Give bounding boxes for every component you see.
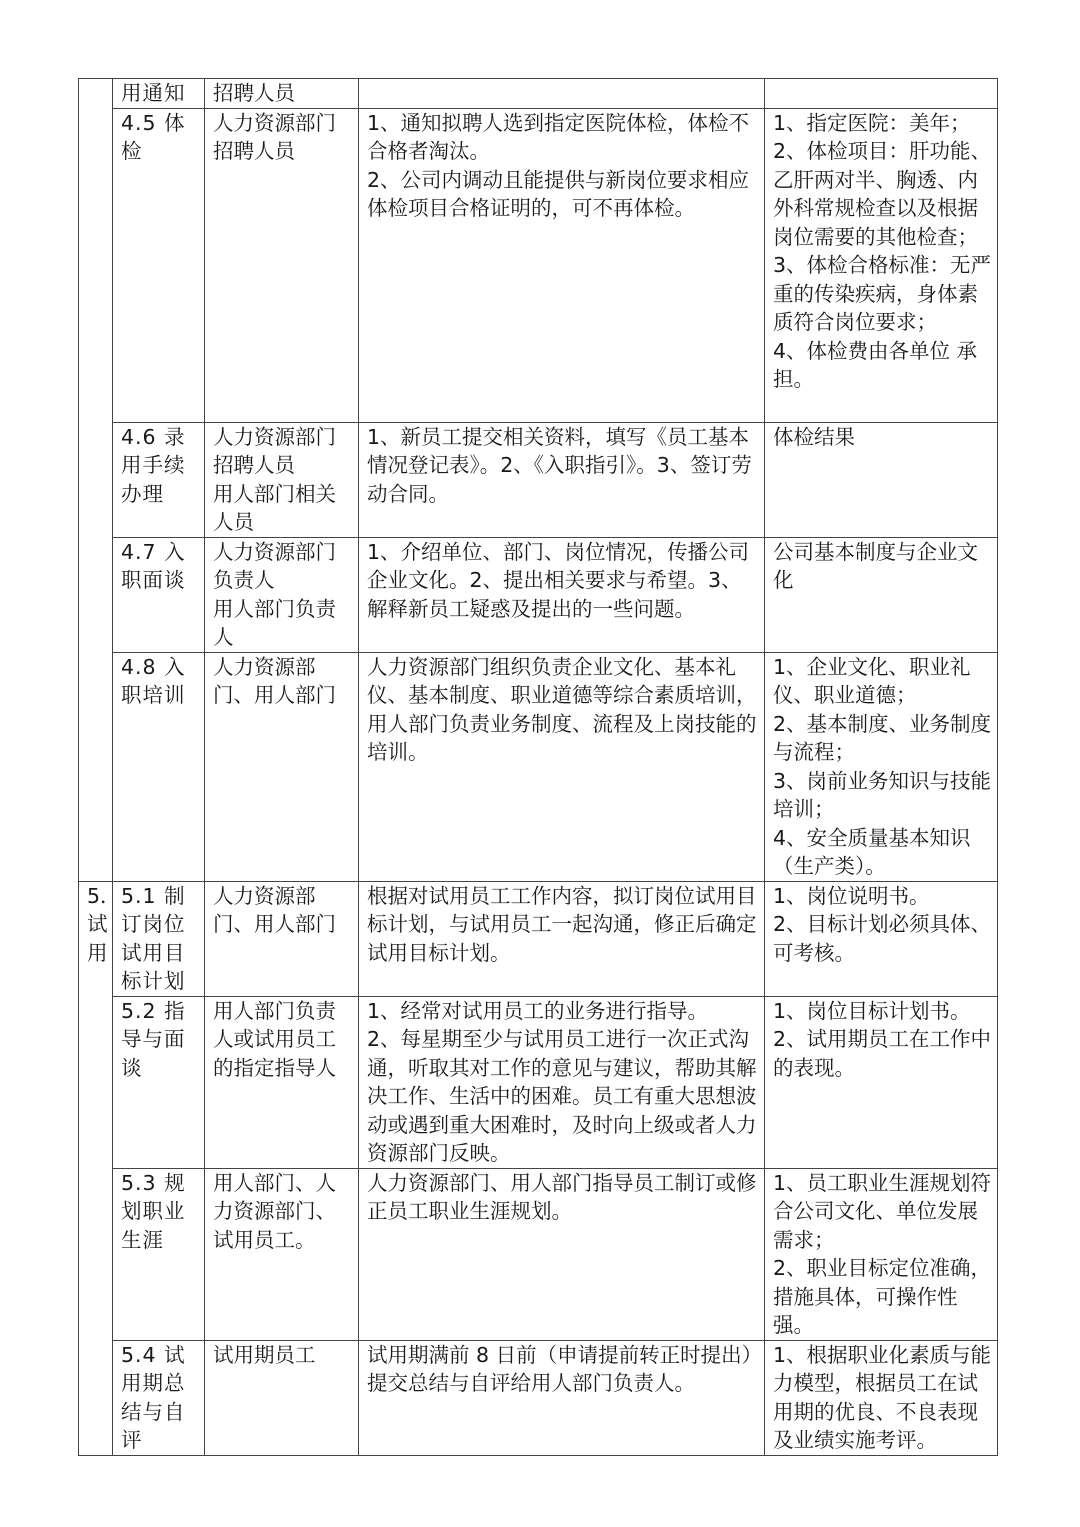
responsible-cell: 试用期员工 (205, 1340, 359, 1455)
basis-cell: 体检结果 (765, 422, 998, 537)
basis-cell: 1、员工职业生涯规划符合公司文化、单位发展需求； 2、职业目标定位准确，措施具体，可操作性强。 (765, 1168, 998, 1340)
step-cell: 用通知 (113, 79, 205, 109)
table-row (79, 1168, 998, 1340)
step-cell: 4.7 入职面谈 (113, 537, 205, 652)
table-row (79, 108, 998, 422)
responsible-cell: 招聘人员 (205, 79, 359, 109)
basis-cell (765, 79, 998, 109)
step-cell: 5.3 规划职业生涯 (113, 1168, 205, 1340)
requirement-cell: 试用期满前 8 日前（申请提前转正时提出）提交总结与自评给用人部门负责人。 (359, 1340, 765, 1455)
step-cell: 4.8 入职培训 (113, 652, 205, 881)
requirement-cell: 根据对试用员工工作内容，拟订岗位试用目标计划，与试用员工一起沟通，修正后确定试用目标计划。 (359, 881, 765, 996)
step-cell: 5.1 制订岗位试用目标计划 (113, 881, 205, 996)
responsible-cell: 用人部门负责人或试用员工的指定指导人 (205, 996, 359, 1168)
basis-cell: 1、岗位说明书。 2、目标计划必须具体、可考核。 (765, 881, 998, 996)
responsible-cell: 人力资源部门、用人部门 (205, 881, 359, 996)
table-row (79, 422, 998, 537)
basis-cell: 1、根据职业化素质与能力模型，根据员工在试用期的优良、不良表现及业绩实施考评。 (765, 1340, 998, 1455)
table-row (79, 996, 998, 1168)
step-cell: 5.4 试用期总结与自评 (113, 1340, 205, 1455)
requirement-cell: 1、新员工提交相关资料，填写《员工基本情况登记表》。2、《入职指引》。3、签订劳动合同。 (359, 422, 765, 537)
requirement-cell: 1、介绍单位、部门、岗位情况，传播公司企业文化。2、提出相关要求与希望。3、解释新员工疑惑及提出的一些问题。 (359, 537, 765, 652)
table-row (79, 79, 998, 109)
requirement-cell: 人力资源部门、用人部门指导员工制订或修正员工职业生涯规划。 (359, 1168, 765, 1340)
procedure-table (78, 78, 998, 1456)
step-cell: 5.2 指导与面谈 (113, 996, 205, 1168)
step-cell: 4.5 体检 (113, 108, 205, 422)
table-row (79, 1340, 998, 1455)
table-row (79, 652, 998, 881)
requirement-cell: 人力资源部门组织负责企业文化、基本礼仪、基本制度、职业道德等综合素质培训，用人部门负责业务制度、流程及上岗技能的培训。 (359, 652, 765, 881)
responsible-cell: 用人部门、人力资源部门、试用员工。 (205, 1168, 359, 1340)
basis-cell: 1、企业文化、职业礼仪、职业道德； 2、基本制度、业务制度与流程； 3、岗前业务知识与技能培训； 4、安全质量基本知识（生产类）。 (765, 652, 998, 881)
basis-cell: 1、指定医院：美年； 2、体检项目：肝功能、乙肝两对半、胸透、内外科常规检查以及根据岗位需要的其他检查； 3、体检合格标准：无严重的传染疾病，身体素质符合岗位要求； 4、体检费由各单位 承担。 (765, 108, 998, 422)
responsible-cell: 人力资源部门 招聘人员 (205, 108, 359, 422)
responsible-cell: 人力资源部门 招聘人员 用人部门相关人员 (205, 422, 359, 537)
stage-cell (79, 79, 113, 882)
responsible-cell: 人力资源部门负责人 用人部门负责人 (205, 537, 359, 652)
requirement-cell (359, 79, 765, 109)
requirement-cell: 1、通知拟聘人选到指定医院体检，体检不合格者淘汰。 2、公司内调动且能提供与新岗位要求相应体检项目合格证明的，可不再体检。 (359, 108, 765, 422)
table-row (79, 881, 998, 996)
step-cell: 4.6 录用手续办理 (113, 422, 205, 537)
responsible-cell: 人力资源部门、用人部门 (205, 652, 359, 881)
table-row (79, 537, 998, 652)
stage-cell: 5．试用 (79, 881, 113, 1455)
requirement-cell: 1、经常对试用员工的业务进行指导。 2、每星期至少与试用员工进行一次正式沟通，听取其对工作的意见与建议，帮助其解决工作、生活中的困难。员工有重大思想波动或遇到重大困难时，及时向上级或者人力资源部门反映。 (359, 996, 765, 1168)
basis-cell: 公司基本制度与企业文化 (765, 537, 998, 652)
basis-cell: 1、岗位目标计划书。 2、试用期员工在工作中的表现。 (765, 996, 998, 1168)
